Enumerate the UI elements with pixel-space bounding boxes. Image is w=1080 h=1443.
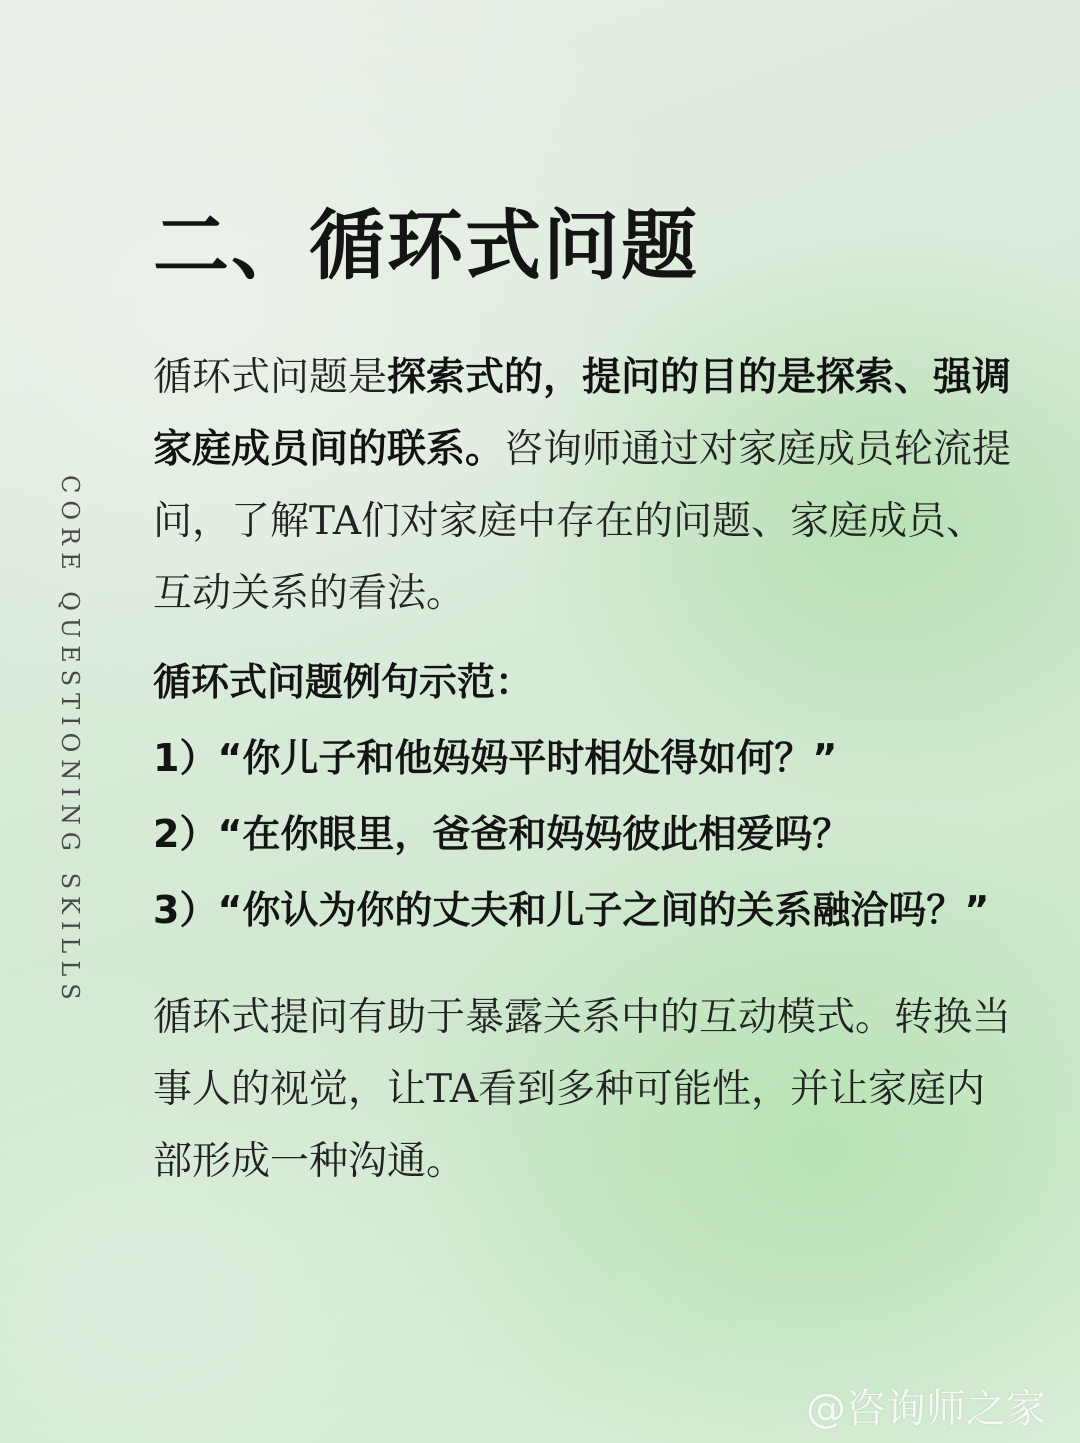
example-item: 2）“在你眼里，爸爸和妈妈彼此相爱吗？ — [153, 812, 851, 856]
intro-text-emphasis: 探索式的，提问的目的是探索、强调家庭成员间的联系。 — [153, 355, 1012, 472]
main-content — [153, 200, 1013, 1198]
intro-text-start: 循环式问题是 — [153, 355, 388, 400]
summary-paragraph: 循环式提问有助于暴露关系中的互动模式。转换当事人的视觉，让TA看到多种可能性，并让家庭内部形成一种沟通。 — [153, 995, 1012, 1184]
watermark: @咨询师之家 — [806, 1386, 1046, 1432]
intro-text-end: 咨询师通过对家庭成员轮流提问，了解TA们对家庭中存在的问题、家庭成员、互动关系的看法。 — [153, 427, 1012, 616]
intro-paragraph — [153, 342, 1013, 630]
examples-section — [153, 644, 1013, 948]
example-item: 3）“你认为你的丈夫和儿子之间的关系融洽吗？” — [153, 888, 990, 932]
side-label: CORE QUESTIONING SKILLS — [56, 475, 84, 1007]
page-title: 二、循环式问题 — [153, 201, 699, 290]
examples-heading: 循环式问题例句示范： — [153, 660, 534, 704]
example-item: 1）“你儿子和他妈妈平时相处得如何？” — [153, 736, 838, 780]
